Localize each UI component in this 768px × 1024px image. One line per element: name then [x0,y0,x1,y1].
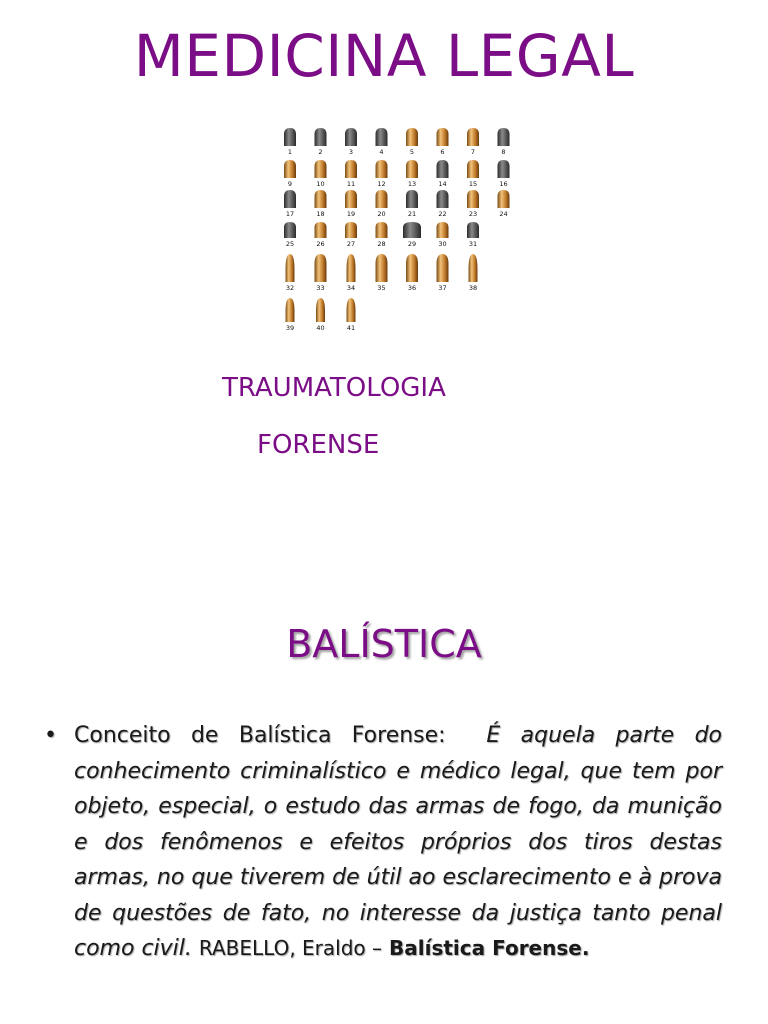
projectile-7 [467,128,479,146]
projectile-label: 7 [470,148,476,156]
projectile-label: 10 [316,180,325,188]
projectile-label: 12 [377,180,386,188]
projectile-label: 36 [407,284,417,292]
projectile-label: 9 [287,180,293,188]
projectile-label: 18 [316,210,325,218]
projectile-label: 34 [346,284,356,292]
projectile-21 [406,190,418,208]
projectile-label: 32 [285,284,295,292]
projectile-2 [315,128,327,146]
projectile-label: 21 [407,210,417,218]
projectile-18 [315,190,327,208]
projectile-25 [284,222,296,238]
projectile-label: 30 [438,240,447,248]
projectile-label: 40 [316,324,325,332]
projectile-13 [406,160,418,178]
projectile-23 [467,190,479,208]
projectile-label: 39 [285,324,295,332]
bullet-point: • [44,723,57,748]
projectile-label: 37 [438,284,447,292]
section-title: BALÍSTICA [286,622,482,666]
projectile-39 [286,298,295,322]
projectile-label: 3 [348,148,354,156]
projectile-label: 27 [346,240,356,248]
projectile-label: 31 [468,240,478,248]
projectile-28 [376,222,388,238]
projectile-31 [467,222,479,238]
projectile-9 [284,160,296,178]
projectile-16 [498,160,510,178]
projectile-label: 2 [318,148,323,156]
projectile-5 [406,128,418,146]
projectile-15 [467,160,479,178]
projectile-34 [347,254,356,282]
slide-title: MEDICINA LEGAL [133,22,635,90]
projectile-label: 29 [407,240,417,248]
projectile-22 [437,190,449,208]
subtitle-line-2: FORENSE [257,430,380,460]
projectile-14 [437,160,449,178]
definition-text: É aquela parte do conhecimento criminalístico e médico legal, que tem por objeto, especial, o estudo das armas de fogo, da munição e dos fenômenos e efeitos próprios dos tiros destas armas, no que tiverem de útil ao esclarecimento e à prova de questões de fato, no interesse da justiça tanto penal como civil. [74,723,722,961]
projectile-38 [469,254,478,282]
projectile-41 [347,298,356,322]
projectile-33 [315,254,327,282]
projectile-4 [376,128,388,146]
projectile-29 [403,222,421,238]
projectile-label: 4 [379,148,384,156]
projectile-label: 28 [377,240,386,248]
citation-book: Balística Forense. [389,936,590,960]
projectile-label: 33 [316,284,325,292]
citation-author: RABELLO, Eraldo – [198,936,383,960]
projectile-label: 41 [346,324,356,332]
projectile-10 [315,160,327,178]
projectile-label: 22 [438,210,447,218]
projectile-label: 23 [468,210,478,218]
projectile-35 [376,254,388,282]
projectile-label: 8 [501,148,506,156]
projectile-8 [498,128,510,146]
projectile-30 [437,222,449,238]
projectile-label: 25 [285,240,295,248]
subtitle-line-1: TRAUMATOLOGIA [222,373,446,403]
projectile-20 [376,190,388,208]
concept-label: Conceito de Balística Forense: [74,723,446,748]
projectile-label: 14 [438,180,447,188]
projectile-36 [406,254,418,282]
projectile-6 [437,128,449,146]
projectile-label: 1 [287,148,293,156]
projectiles-image [276,122,506,334]
projectile-24 [498,190,510,208]
projectile-label: 11 [346,180,356,188]
projectile-label: 20 [377,210,386,218]
projectile-label: 5 [409,148,415,156]
projectile-1 [284,128,296,146]
projectile-label: 19 [346,210,356,218]
projectile-label: 38 [468,284,478,292]
projectile-label: 15 [468,180,478,188]
projectile-17 [284,190,296,208]
projectile-19 [345,190,357,208]
projectile-37 [437,254,449,282]
projectile-label: 26 [316,240,325,248]
projectile-label: 24 [499,210,508,218]
projectile-27 [345,222,357,238]
projectile-26 [315,222,327,238]
projectile-label: 17 [285,210,295,218]
projectile-40 [316,298,325,322]
projectile-label: 35 [377,284,386,292]
projectile-11 [345,160,357,178]
projectile-label: 6 [440,148,445,156]
projectile-label: 16 [499,180,508,188]
definition-paragraph [74,718,722,967]
projectile-32 [286,254,295,282]
projectile-3 [345,128,357,146]
projectile-12 [376,160,388,178]
projectile-label: 13 [407,180,417,188]
